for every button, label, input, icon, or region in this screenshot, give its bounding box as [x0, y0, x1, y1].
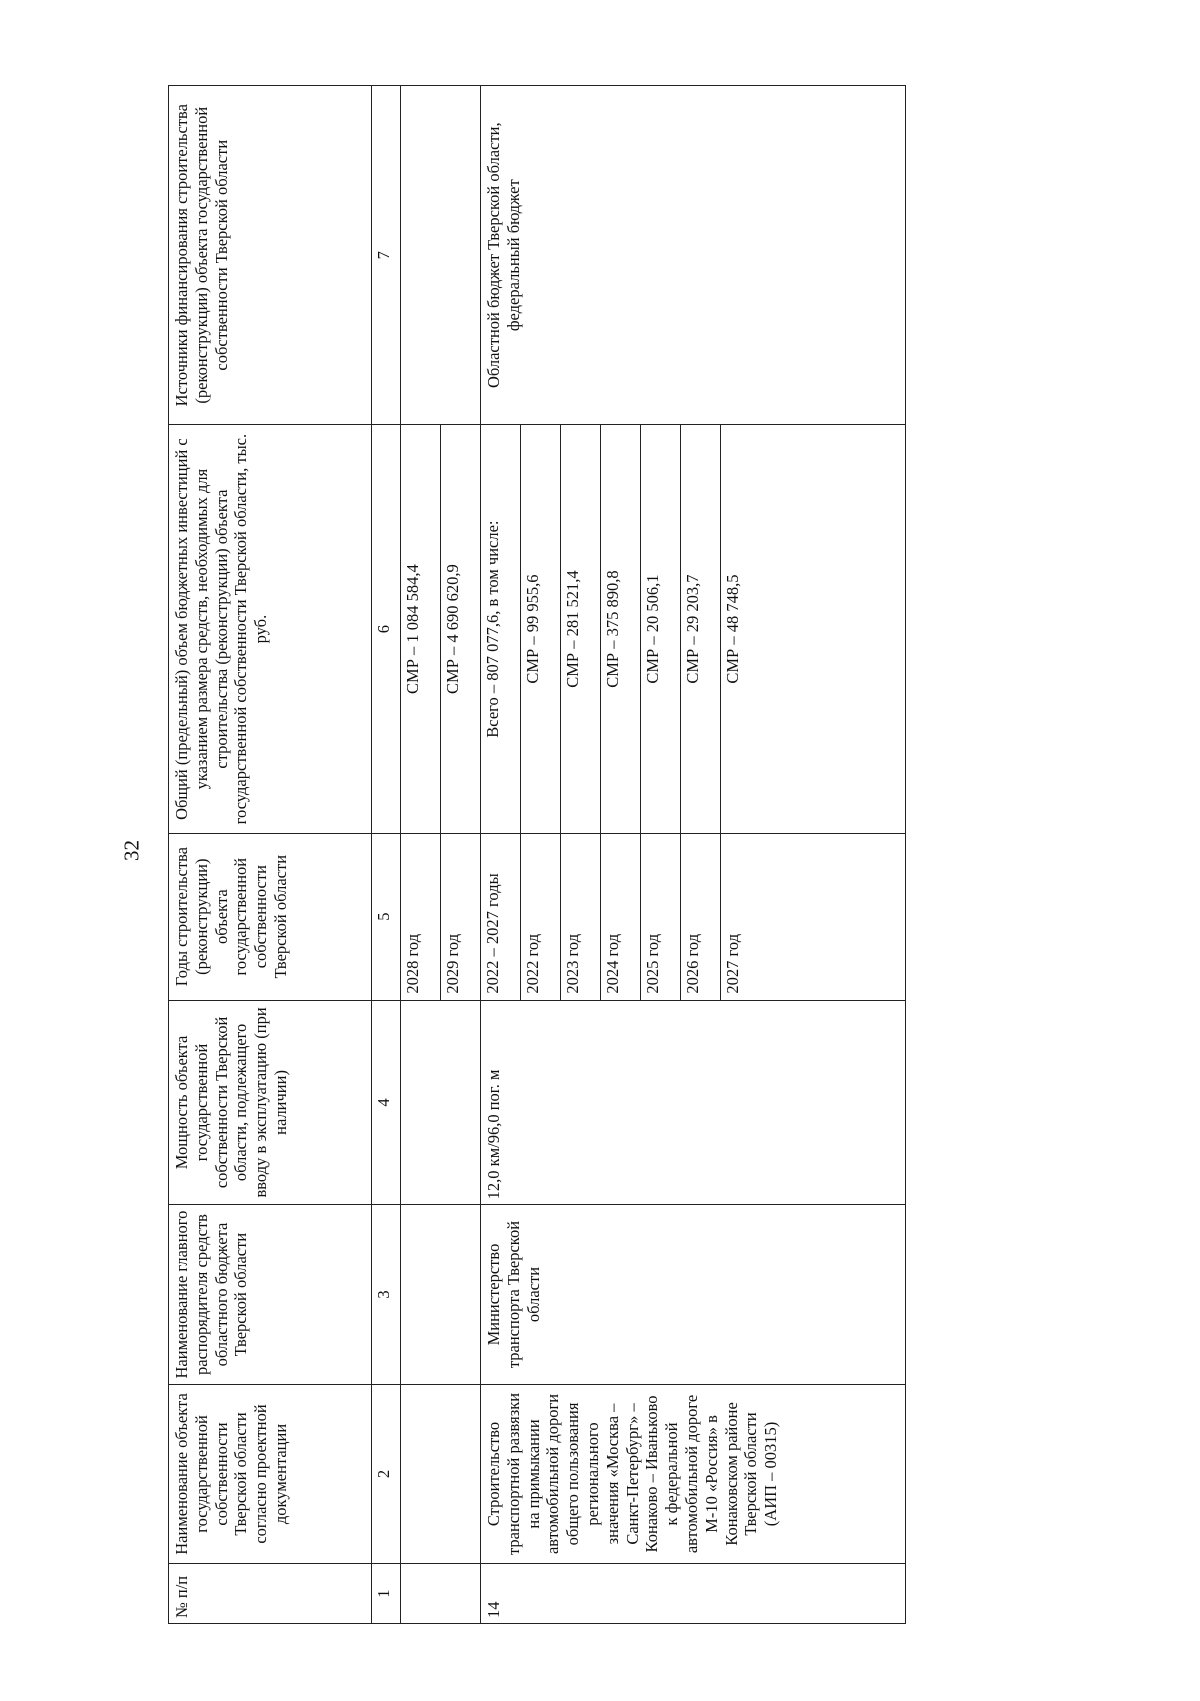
administrator: Министерство транспорта Тверской области — [480, 1205, 905, 1384]
investment-table — [168, 85, 906, 1624]
column-number: 6 — [371, 425, 400, 833]
year-cell: 2028 год — [400, 833, 440, 1000]
year-cell: 2022 – 2027 годы — [480, 833, 520, 1000]
header-object-name: Наименование объекта государственной собственности Тверской области согласно проектной документации — [169, 1384, 372, 1563]
year-cell: 2025 год — [640, 833, 680, 1000]
year-cell: 2027 год — [721, 833, 906, 1000]
header-investment-volume: Общий (предельный) объем бюджетных инвестиций с указанием размера средств, необходимых для строительства (реконструкции) объекта государственной собственности Тверской области, тыс. руб. — [169, 425, 372, 833]
year-cell: 2026 год — [680, 833, 720, 1000]
column-number: 3 — [371, 1205, 400, 1384]
amount-cell: Всего – 807 077,6, в том числе: — [480, 425, 520, 833]
header-funding-source: Источники финансирования строительства (реконструкции) объекта государственной собственности Тверской области — [169, 86, 372, 425]
year-cell: 2023 год — [560, 833, 600, 1000]
header-number: № п/п — [169, 1564, 372, 1624]
year-cell: 2024 год — [600, 833, 640, 1000]
year-cell: 2022 год — [520, 833, 560, 1000]
amount-cell: СМР – 99 955,6 — [520, 425, 560, 833]
header-row — [169, 86, 372, 1624]
header-years: Годы строительства (реконструкции) объекта государственной собственности Тверской области — [169, 833, 372, 1000]
amount-cell: СМР – 375 890,8 — [600, 425, 640, 833]
object-row — [480, 86, 520, 1624]
amount-cell: СМР – 4 690 620,9 — [440, 425, 480, 833]
column-number: 1 — [371, 1564, 400, 1624]
column-number: 2 — [371, 1384, 400, 1563]
object-number: 14 — [480, 1564, 905, 1624]
column-number: 4 — [371, 1000, 400, 1205]
funding-source: Областной бюджет Тверской области, федеральный бюджет — [480, 86, 905, 425]
capacity: 12,0 км/96,0 пог. м — [480, 1000, 905, 1205]
column-number: 5 — [371, 833, 400, 1000]
continuation-row — [400, 86, 440, 1624]
amount-cell: СМР – 281 521,4 — [560, 425, 600, 833]
object-name: Строительство транспортной развязки на примыкании автомобильной дороги общего пользования регионального значения «Москва – Санкт-Петербург» – Конаково – Иваньково к федеральной автомобильной дороге М-10 «Россия» в Конаковском районе Тверской области (АИП – 00315) — [480, 1384, 905, 1563]
amount-cell: СМР – 48 748,5 — [721, 425, 906, 833]
page-number: 32 — [119, 840, 144, 861]
header-capacity: Мощность объекта государственной собственности Тверской области, подлежащего вводу в эксплуатацию (при наличии) — [169, 1000, 372, 1205]
column-number: 7 — [371, 86, 400, 425]
column-number-row — [371, 86, 400, 1624]
amount-cell: СМР – 29 203,7 — [680, 425, 720, 833]
amount-cell: СМР – 1 084 584,4 — [400, 425, 440, 833]
table-frame — [168, 85, 906, 1624]
rotated-page — [168, 85, 906, 1624]
header-administrator: Наименование главного распорядителя средств областного бюджета Тверской области — [169, 1205, 372, 1384]
amount-cell: СМР – 20 506,1 — [640, 425, 680, 833]
year-cell: 2029 год — [440, 833, 480, 1000]
